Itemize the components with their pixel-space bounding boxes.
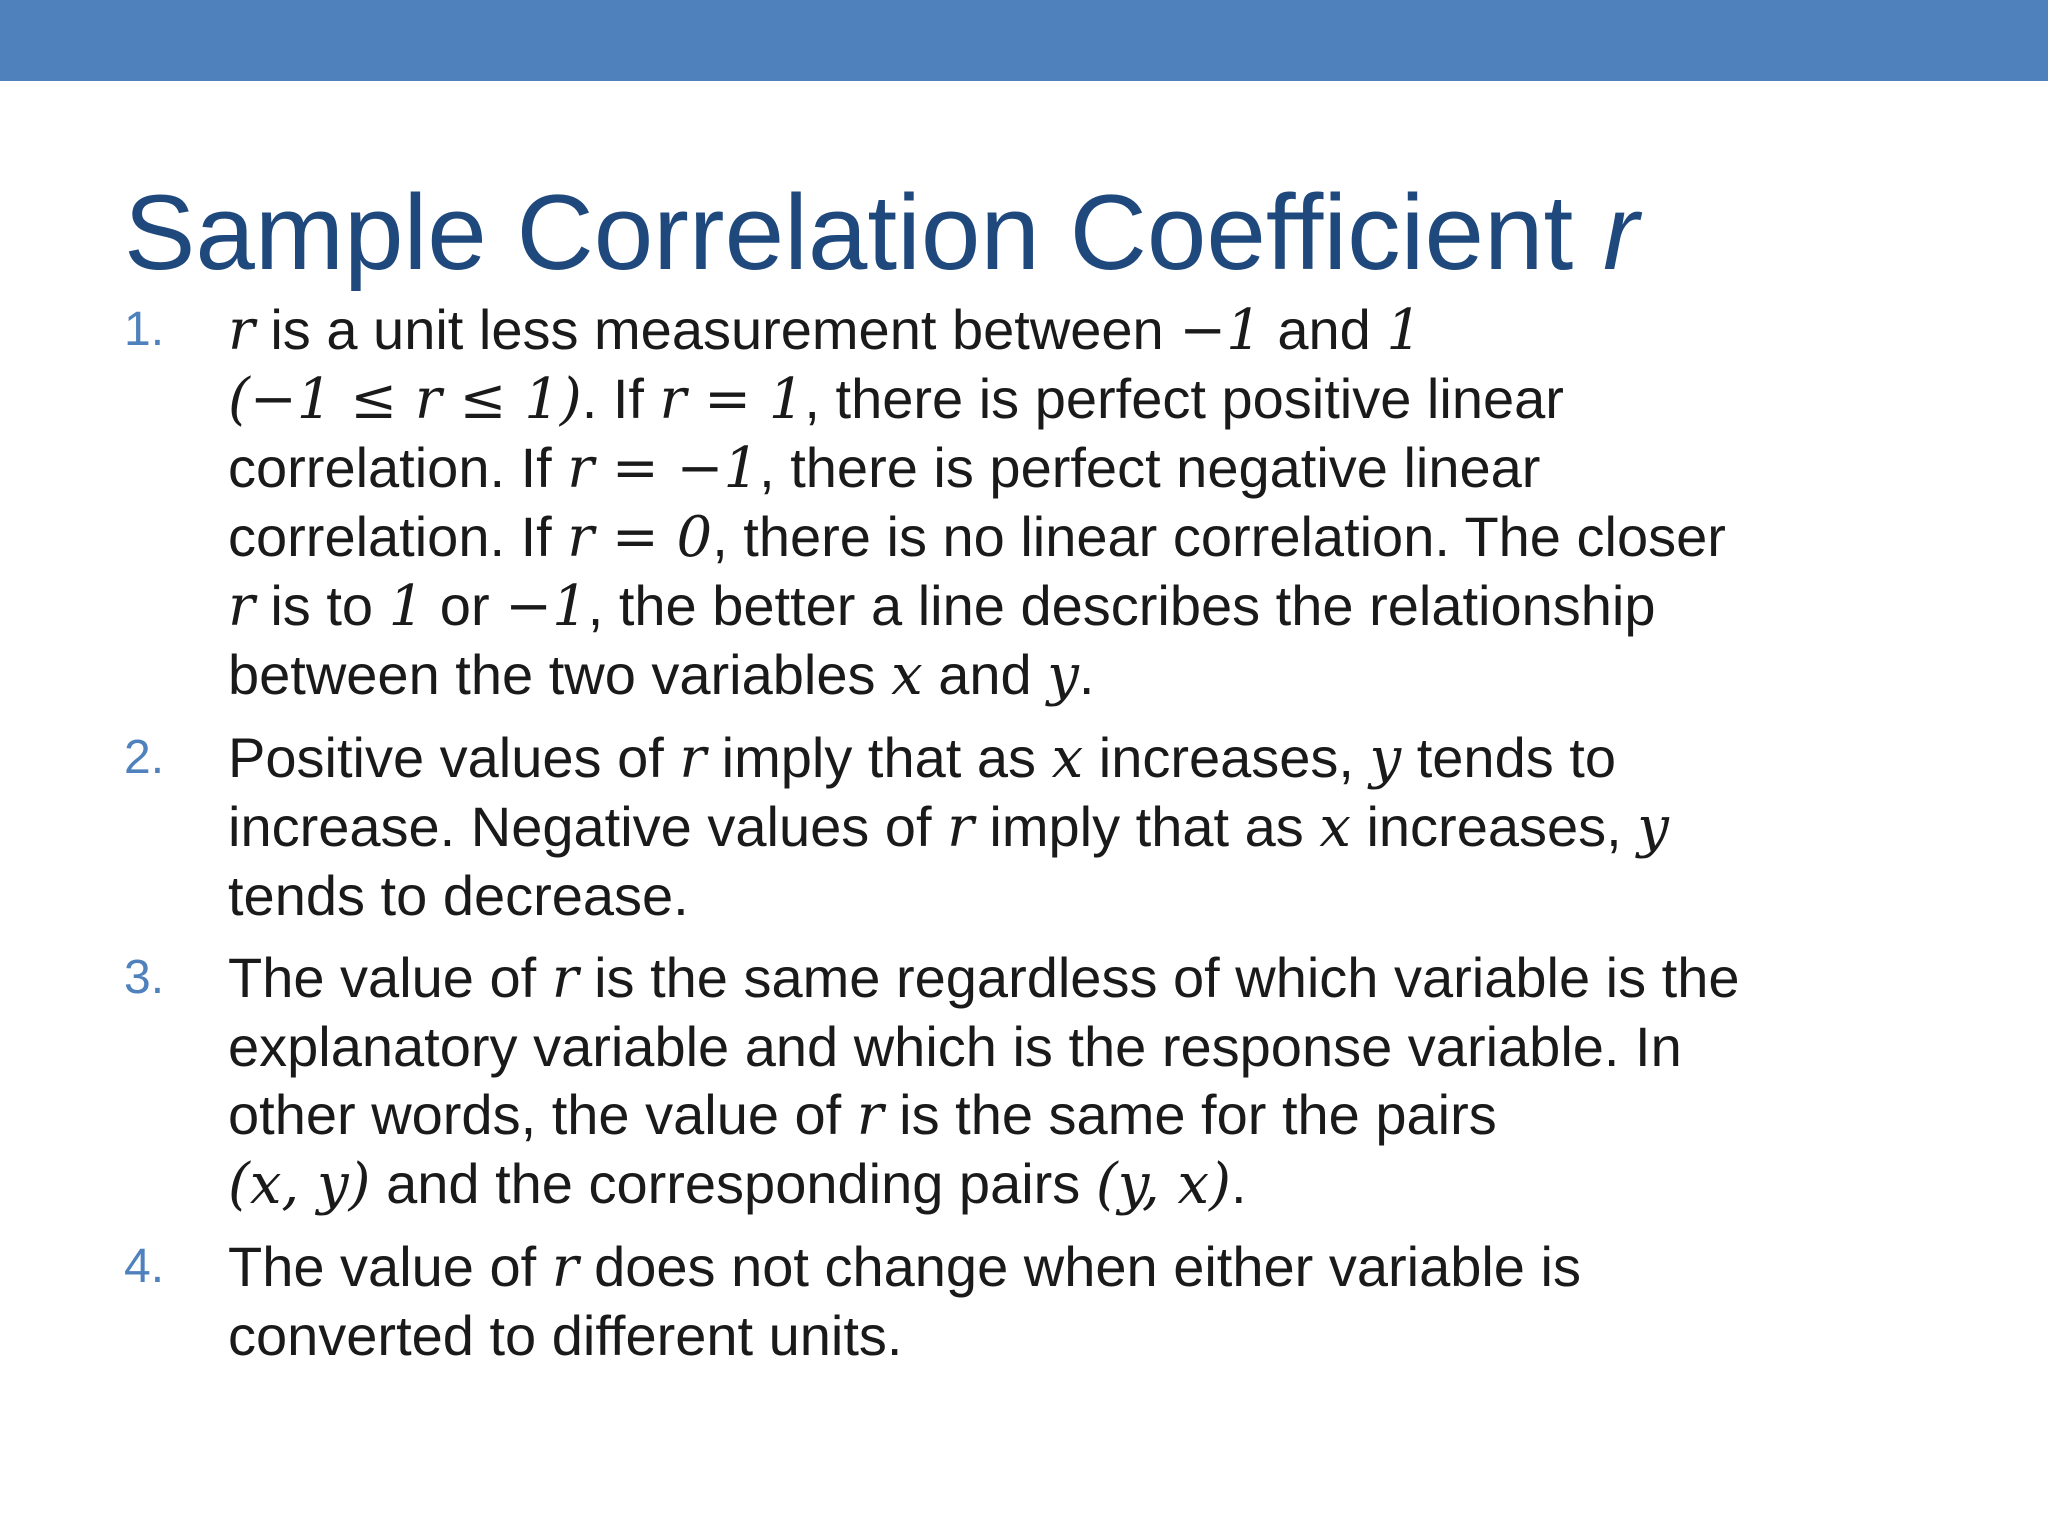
list-item-number: 2. <box>124 731 165 784</box>
slide-title-text: Sample Correlation Coefficient <box>124 172 1574 292</box>
text-run: , there is perfect negative linear <box>759 436 1541 499</box>
list-item-line <box>228 1302 2004 1370</box>
list-item-line <box>228 793 2004 862</box>
list-item <box>124 724 2004 930</box>
list-item-line <box>228 944 2004 1013</box>
list-item-line <box>228 572 2004 641</box>
text-run: increases, <box>1083 726 1370 789</box>
list-item-line <box>228 434 2004 503</box>
math-expression: y <box>1047 643 1079 708</box>
text-run: increases, <box>1350 795 1638 858</box>
list-item-line <box>228 1013 2004 1081</box>
text-run: , there is perfect positive linear <box>804 367 1564 430</box>
text-run: does not change when either variable is <box>578 1235 1581 1298</box>
text-run: other words, the value of <box>228 1083 857 1146</box>
text-run: increase. Negative values of <box>228 795 948 858</box>
text-run: The value of <box>228 1235 552 1298</box>
math-expression: 1 <box>1386 298 1423 363</box>
math-expression: r <box>679 726 707 791</box>
text-run: between the two variables <box>228 643 892 706</box>
list-item-number: 3. <box>124 951 165 1004</box>
list-item <box>124 296 2004 710</box>
text-run: and <box>922 643 1048 706</box>
math-expression: (y, x) <box>1095 1152 1231 1217</box>
math-expression: r = −1 <box>567 436 760 501</box>
list-item <box>124 1233 2004 1370</box>
properties-list <box>124 296 2004 1384</box>
list-item-number: 1. <box>124 303 165 356</box>
math-expression: −1 <box>505 574 588 639</box>
math-expression: x <box>891 643 923 708</box>
math-expression: r <box>551 1235 579 1300</box>
math-expression: y <box>1637 795 1669 860</box>
slide-title <box>124 168 1639 296</box>
list-item-line <box>228 1150 2004 1219</box>
text-run: . <box>1078 643 1095 706</box>
text-run: is to <box>254 574 389 637</box>
text-run: imply that as <box>706 726 1052 789</box>
text-run: , the better a line describes the relationship <box>587 574 1656 637</box>
math-expression: x <box>1319 795 1351 860</box>
math-expression: (x, y) <box>228 1152 371 1217</box>
math-expression: r = 0 <box>567 505 713 570</box>
text-run: tends to decrease. <box>228 864 689 927</box>
list-item-line <box>228 1081 2004 1150</box>
text-run: imply that as <box>973 795 1320 858</box>
text-run: The value of <box>228 946 552 1009</box>
text-run: . If <box>581 367 660 430</box>
math-expression: −1 <box>1179 298 1262 363</box>
text-run: , there is no linear correlation. The closer <box>712 505 1726 568</box>
list-item-line <box>228 296 2004 365</box>
text-run: and the corresponding pairs <box>370 1152 1096 1215</box>
math-expression: r <box>228 574 255 639</box>
math-expression: 1 <box>388 574 425 639</box>
text-run: correlation. If <box>228 505 568 568</box>
list-item-line <box>228 1233 2004 1302</box>
list-item-line <box>228 503 2004 572</box>
list-item-line <box>228 724 2004 793</box>
math-expression: r <box>947 795 974 860</box>
math-expression: r <box>228 298 255 363</box>
text-run: . <box>1230 1152 1247 1215</box>
math-expression: r <box>551 946 579 1011</box>
text-run: is a unit less measurement between <box>254 298 1180 361</box>
slide-title-variable: r <box>1602 172 1639 292</box>
text-run: converted to different units. <box>228 1304 903 1367</box>
text-run: tends to <box>1401 726 1616 789</box>
list-item-line <box>228 862 2004 930</box>
math-expression: x <box>1051 726 1084 791</box>
list-item-number: 4. <box>124 1240 165 1293</box>
text-run: is the same for the pairs <box>883 1083 1497 1146</box>
math-expression: r <box>856 1083 884 1148</box>
list-item-line <box>228 365 2004 434</box>
math-expression: (−1 ≤ r ≤ 1) <box>228 367 582 432</box>
top-accent-bar <box>0 0 2048 81</box>
math-expression: y <box>1369 726 1402 791</box>
text-run: or <box>424 574 506 637</box>
text-run: is the same regardless of which variable is the <box>578 946 1740 1009</box>
math-expression: r = 1 <box>659 367 805 432</box>
text-run: and <box>1261 298 1387 361</box>
list-item-line <box>228 641 2004 710</box>
text-run: Positive values of <box>228 726 680 789</box>
list-item <box>124 944 2004 1219</box>
text-run: explanatory variable and which is the response variable. In <box>228 1015 1682 1078</box>
text-run: correlation. If <box>228 436 568 499</box>
